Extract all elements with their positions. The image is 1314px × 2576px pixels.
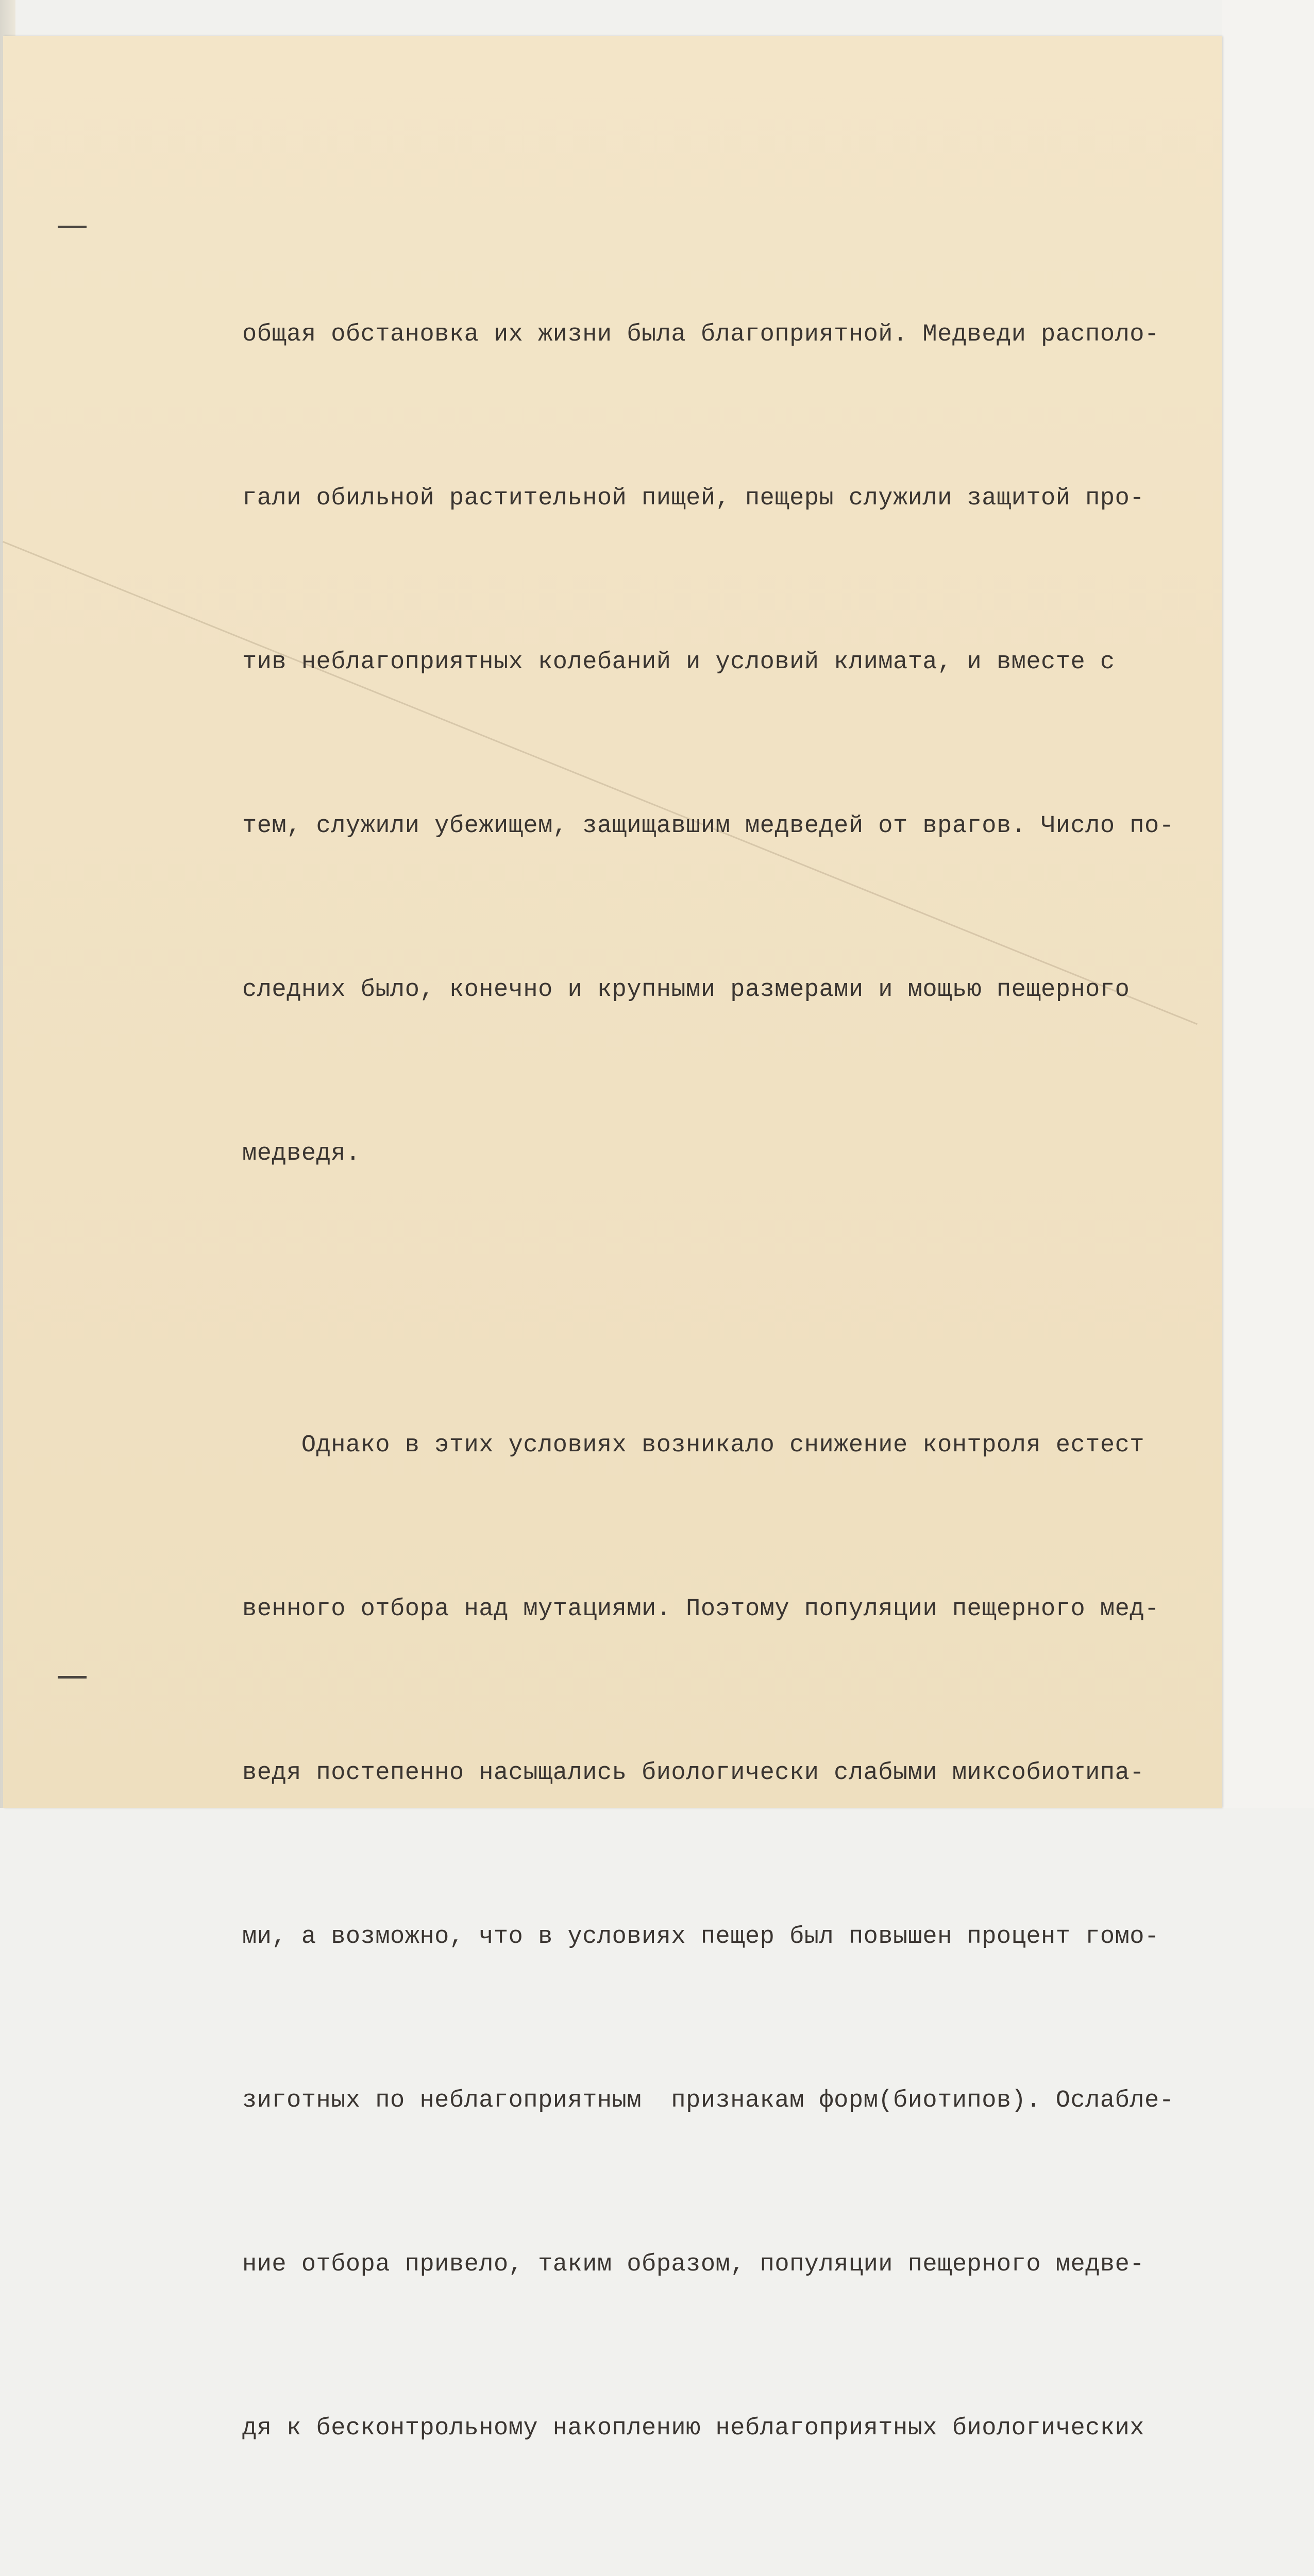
text-line: зиготных по неблагоприятным признакам форм(биотипов). Ослабле- [242, 2087, 1174, 2114]
text-line: ние отбора привело, таким образом, популяции пещерного медве- [242, 2251, 1144, 2278]
text-line: медведя. [242, 1140, 361, 1167]
text-line: дя к бесконтрольному накоплению неблагоприятных биологических [242, 2415, 1144, 2442]
text-line: гали обильной растительной пищей, пещеры служили защитой про- [242, 485, 1144, 512]
text-line: ми, а возможно, что в условиях пещер был повышен процент гомо- [242, 1923, 1159, 1951]
text-line: следних было, конечно и крупными размерами и мощью пещерного [242, 976, 1130, 1004]
document-body [242, 198, 1237, 2576]
text-line [242, 2565, 1237, 2576]
text-line: тем, служили убежищем, защищавшим медведей от врагов. Число по- [242, 812, 1174, 840]
text-line: тив неблагоприятных колебаний и условий климата, и вместе с [242, 649, 1115, 676]
text-line: Однако в этих условиях возникало снижение контроля естест [242, 1432, 1144, 1459]
paragraph-2 [242, 1309, 1237, 2576]
text-line: венного отбора над мутациями. Поэтому популяции пещерного мед- [242, 1596, 1159, 1623]
margin-tick-mark-bottom [58, 1676, 87, 1679]
paragraph-1 [242, 198, 1237, 1291]
margin-tick-mark-top [58, 226, 87, 228]
text-line: общая обстановка их жизни была благоприятной. Медведи располо- [242, 321, 1159, 348]
text-line: ведя постепенно насыщались биологически слабыми миксобиотипа- [242, 1759, 1144, 1787]
paragraph-spacer [242, 1291, 1237, 1309]
